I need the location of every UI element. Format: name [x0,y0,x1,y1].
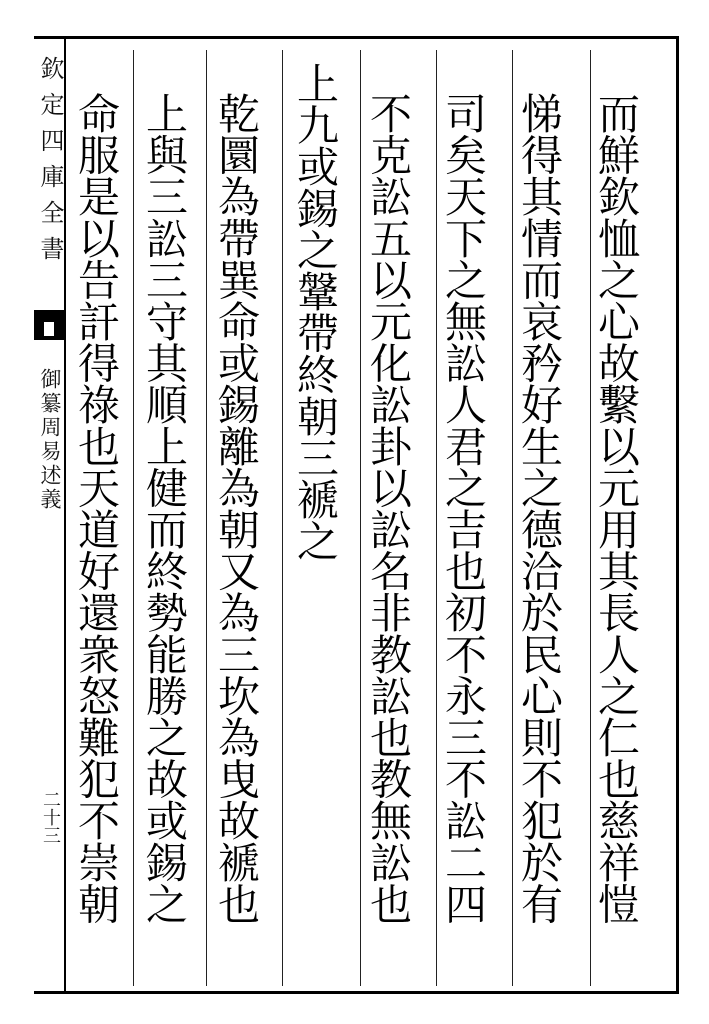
column-rule [206,50,207,986]
column-rule [133,50,134,986]
column-rule [282,50,283,986]
text-column-8: 命服是以告訐得祿也天道好還衆怒難犯不崇朝 [72,92,121,925]
text-column-5-heading: 上九或錫之鞶帶終朝三褫之 [291,62,340,562]
book-title: 御纂周易述義 [38,368,62,512]
book-header: 欽定四庫全書 [36,56,64,272]
text-column-2: 悌得其情而哀矜好生之德洽於民心則不犯於有 [515,92,564,925]
text-column-3: 司矣天下之無訟人君之吉也初不永三不訟二四 [439,92,488,925]
text-column-1: 而鮮欽恤之心故繫以元用其長人之仁也慈祥愷 [592,92,641,925]
frame-right-border [676,36,679,994]
column-rule [360,50,361,986]
text-column-6: 乾圜為帶巽命或錫離為朝又為三坎為曳故褫也 [212,92,261,925]
column-rule [590,50,591,986]
text-column-7: 上與三訟三守其順上健而終勢能勝之故或錫之 [140,92,189,925]
column-rule [436,50,437,986]
fishtail-notch [44,322,54,336]
page-frame [34,36,679,994]
text-column-4: 不克訟五以元化訟卦以訟名非教訟也教無訟也 [364,92,413,925]
column-rule [512,50,513,986]
page-number: 二十三 [40,790,61,844]
